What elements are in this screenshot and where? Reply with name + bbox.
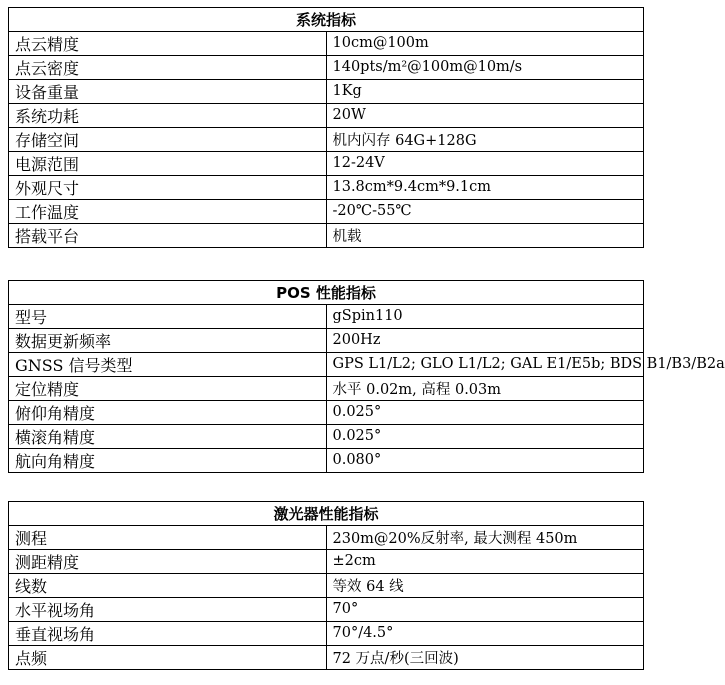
spec-label: 水平视场角 <box>9 597 327 621</box>
table-row <box>9 549 644 573</box>
table-header-row <box>9 502 644 526</box>
table-row <box>9 127 644 151</box>
table-row <box>9 175 644 199</box>
spec-label: 工作温度 <box>9 199 327 223</box>
table-title: 系统指标 <box>9 8 644 32</box>
table-row <box>9 328 644 352</box>
table-row <box>9 103 644 127</box>
spec-value: 70°/4.5° <box>326 621 644 645</box>
table-row <box>9 223 644 247</box>
table-row <box>9 597 644 621</box>
pos-specs-table <box>8 280 725 473</box>
spec-value: 0.025° <box>326 424 644 448</box>
spec-value: 70° <box>326 597 644 621</box>
table-header-row <box>9 8 644 32</box>
system-specs-table <box>8 7 644 248</box>
spec-value: GPS L1/L2; GLO L1/L2; GAL E1/E5b; BDS B1/B3/B2a <box>326 352 644 376</box>
spec-value: 140pts/m²@100m@10m/s <box>326 55 644 79</box>
table-row <box>9 424 644 448</box>
table-row <box>9 55 644 79</box>
spec-label: 数据更新频率 <box>9 328 327 352</box>
table-row <box>9 199 644 223</box>
spec-label: 点频 <box>9 645 327 669</box>
spec-value: 水平 0.02m, 高程 0.03m <box>326 376 644 400</box>
spec-label: 系统功耗 <box>9 103 327 127</box>
table-row <box>9 352 644 376</box>
table-row <box>9 448 644 472</box>
spec-value: 200Hz <box>326 328 644 352</box>
table-row <box>9 151 644 175</box>
spec-value: 0.080° <box>326 448 644 472</box>
laser-specs-table <box>8 501 644 670</box>
spec-label: 型号 <box>9 304 327 328</box>
table-header-row <box>9 281 644 305</box>
spec-value: 72 万点/秒(三回波) <box>326 645 644 669</box>
spec-label: 线数 <box>9 573 327 597</box>
spec-value: 机载 <box>326 223 644 247</box>
spec-label: 存储空间 <box>9 127 327 151</box>
spec-value: 等效 64 线 <box>326 573 644 597</box>
table-row <box>9 525 644 549</box>
spec-value: -20℃-55℃ <box>326 199 644 223</box>
table-row <box>9 304 644 328</box>
spec-label: 点云精度 <box>9 31 327 55</box>
spec-label: 垂直视场角 <box>9 621 327 645</box>
spec-value: 1Kg <box>326 79 644 103</box>
table-row <box>9 79 644 103</box>
spec-label: 航向角精度 <box>9 448 327 472</box>
table-title: POS 性能指标 <box>9 281 644 305</box>
spec-label: 设备重量 <box>9 79 327 103</box>
spec-label: 点云密度 <box>9 55 327 79</box>
spec-value: 机内闪存 64G+128G <box>326 127 644 151</box>
spec-label: GNSS 信号类型 <box>9 352 327 376</box>
spec-value: 230m@20%反射率, 最大测程 450m <box>326 525 644 549</box>
spec-value: 0.025° <box>326 400 644 424</box>
table-row <box>9 31 644 55</box>
spec-value: 12-24V <box>326 151 644 175</box>
spec-label: 俯仰角精度 <box>9 400 327 424</box>
spec-value: ±2cm <box>326 549 644 573</box>
spec-label: 横滚角精度 <box>9 424 327 448</box>
spec-value: 10cm@100m <box>326 31 644 55</box>
table-row <box>9 621 644 645</box>
spec-value: gSpin110 <box>326 304 644 328</box>
spec-label: 测程 <box>9 525 327 549</box>
spec-label: 测距精度 <box>9 549 327 573</box>
spec-value: 13.8cm*9.4cm*9.1cm <box>326 175 644 199</box>
spec-value: 20W <box>326 103 644 127</box>
spec-label: 外观尺寸 <box>9 175 327 199</box>
spec-label: 搭载平台 <box>9 223 327 247</box>
spec-label: 电源范围 <box>9 151 327 175</box>
table-row <box>9 376 644 400</box>
table-row <box>9 573 644 597</box>
table-row <box>9 400 644 424</box>
table-title: 激光器性能指标 <box>9 502 644 526</box>
table-row <box>9 645 644 669</box>
spec-label: 定位精度 <box>9 376 327 400</box>
